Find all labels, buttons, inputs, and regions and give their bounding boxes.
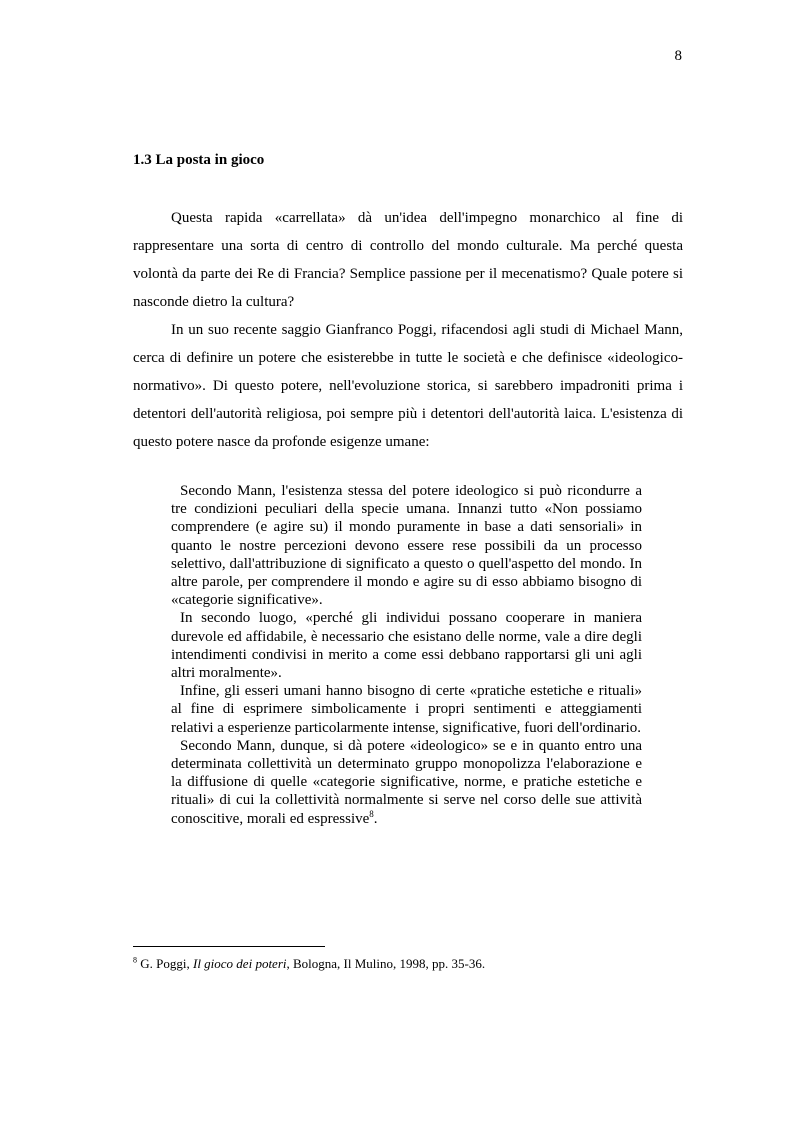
quote-end-punctuation: . (373, 810, 378, 827)
quote-paragraph: Infine, gli esseri umani hanno bisogno di certe «pratiche estetiche e rituali» al fine di esprimere simbolicamente i propri sentimenti e atteggiamenti relativi a esperienze particolarmente intense, significative, fuori dell'ordinario. (171, 683, 642, 736)
body-paragraph: In un suo recente saggio Gianfranco Poggi, rifacendosi agli studi di Michael Mann, cerca di definire un potere che esisterebbe in tutte le società e che definisce «ideologico-normativo». Di questo potere, nell'evoluzione storica, si sarebbero impadroniti prima i detentori dell'autorità religiosa, poi sempre più i detentori dell'autorità laica. L'esistenza di questo potere nasce da profonde esigenze umane: (133, 322, 683, 450)
block-quote (171, 482, 642, 828)
page-number: 8 (674, 48, 682, 64)
footnote-marker: 8 (133, 955, 137, 965)
body-text (133, 204, 683, 456)
footnote (133, 956, 693, 972)
footnote-divider (133, 946, 325, 947)
footnote-author: G. Poggi, (140, 956, 193, 971)
footnote-reference[interactable]: 8 (369, 808, 374, 819)
body-paragraph: Questa rapida «carrellata» dà un'idea dell'impegno monarchico al fine di rappresentare una sorta di centro di controllo del mondo culturale. Ma perché questa volontà da parte dei Re di Francia? Semplice passione per il mecenatismo? Quale potere si nasconde dietro la cultura? (133, 210, 683, 310)
quote-paragraph-last (171, 737, 642, 828)
quote-paragraph-text: Secondo Mann, dunque, si dà potere «ideologico» se e in quanto entro una determinata collettività un determinato gruppo monopolizza l'elaborazione e la diffusione di quelle «categorie significative, norme, e pratiche estetiche e rituali» di cui la collettività normalmente si serve nel corso delle sue attività conoscitive, morali ed espressive (171, 737, 642, 827)
footnote-publication: , Bologna, Il Mulino, 1998, pp. 35-36. (286, 956, 486, 971)
section-heading: 1.3 La posta in gioco (133, 152, 265, 168)
quote-paragraph: In secondo luogo, «perché gli individui possano cooperare in maniera durevole ed affidabile, è necessario che esistano delle norme, vale a dire degli intendimenti condivisi in merito a come essi debbano rapportarsi gli uni agli altri moralmente». (171, 610, 642, 682)
quote-paragraph: Secondo Mann, l'esistenza stessa del potere ideologico si può ricondurre a tre condizioni peculiari della specie umana. Innanzi tutto «Non possiamo comprendere (e agire su) il mondo puramente in base a dati sensoriali» in quanto le nostre percezioni devono essere rese possibili da un processo selettivo, dall'attribuzione di significato a questo o quell'aspetto del mondo. In altre parole, per comprendere il mondo e agire su di esso abbiamo bisogno di «categorie significative». (171, 483, 642, 609)
footnote-book-title: Il gioco dei poteri (192, 956, 287, 971)
